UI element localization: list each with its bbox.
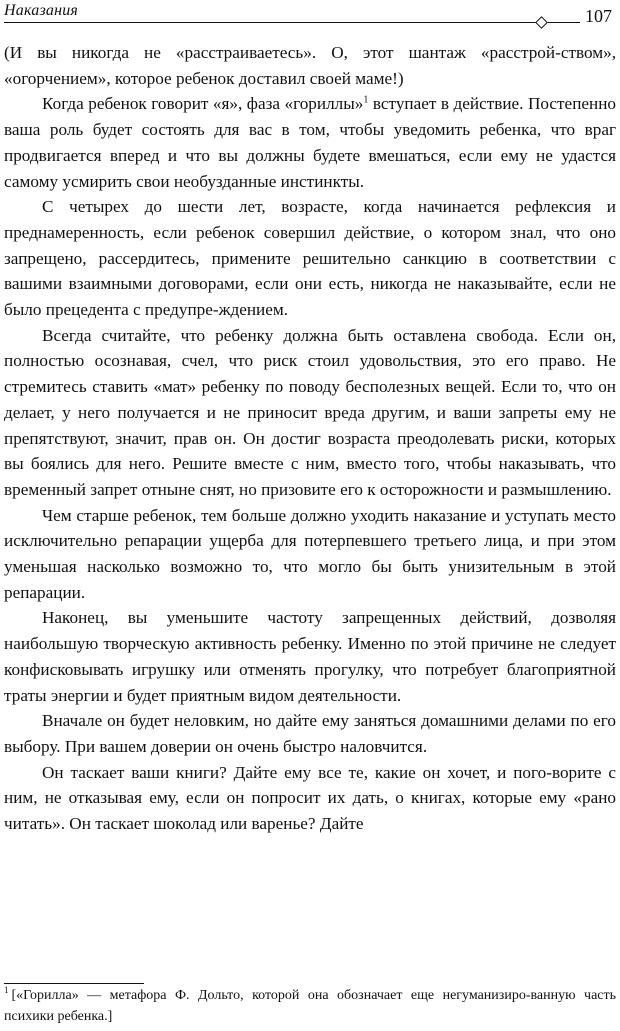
paragraph-text: Когда ребенок говорит «я», фаза «гориллы»	[42, 94, 364, 114]
footnote-text: [«Горилла» — метафора Ф. Дольто, которой она обозначает еще негуманизиро-ванную часть психики ребенка.]	[4, 988, 616, 1024]
paragraph	[4, 91, 616, 194]
diamond-ornament-icon	[535, 16, 548, 29]
paragraph: С четырех до шести лет, возрасте, когда начинается рефлексия и преднамеренность, если ребенок совершил действие, о котором знал, что оно запрещено, рассердитесь, примените решительно санкцию в соответствии с вашими взаимными договорами, если они есть, никогда не наказывайте, если не было прецедента с предупре-ждением.	[4, 197, 616, 320]
running-header	[4, 0, 616, 40]
paragraph: Он таскает ваши книги? Дайте ему все те, какие он хочет, и пого-ворите с ним, не отказывая ему, если он попросит их дать, о книгах, которые ему «рано читать». Он таскает шоколад или варенье? Дайте	[4, 762, 616, 834]
footnote-separator	[4, 983, 144, 984]
header-rule	[4, 22, 580, 23]
paragraph-text: вступает в действие. Постепенно ваша роль будет состоять для вас в том, чтобы уведомить ребенка, что враг продвигается вперед и что вы должны будете вмешаться, если ему не удастся самому усмирить свои необузданные инстинкты.	[4, 94, 617, 191]
paragraph: Вначале он будет неловким, но дайте ему заняться домашними делами по его выбору. При вашем доверии он очень быстро наловчится.	[4, 711, 616, 756]
page-number: 107	[585, 6, 612, 26]
footnote-mark: 1	[4, 985, 9, 996]
footnote	[4, 985, 616, 1027]
footnote-reference: 1	[363, 94, 369, 106]
paragraph: Всегда считайте, что ребенку должна быть оставлена свобода. Если он, полностью осознавая, счел, что риск стоил удовольствия, это его право. Не стремитесь ставить «мат» ребенку по поводу бесполезных вещей. Если то, что он делает, у него получается и не приносит вреда другим, и ваши запреты ему не препятствуют, значит, прав он. Он достиг возраста преодолевать риски, которых вы боялись для него. Решите вместе с ним, вместо того, чтобы наказывать, что временный запрет отныне снят, но призовите его к осторожности и размышлению.	[4, 325, 616, 499]
section-title: Наказания	[4, 2, 79, 19]
paragraph: Наконец, вы уменьшите частоту запрещенных действий, дозволяя наибольшую творческую активность ребенку. Именно по этой причине не следует конфисковывать игрушку или отменять прогулку, что потребует благоприятной траты энергии и будет приятным видом деятельности.	[4, 608, 616, 705]
main-text	[4, 40, 616, 837]
paragraph: Чем старше ребенок, тем больше должно уходить наказание и уступать место исключительно репарации ущерба для потерпевшего третьего лица, и при этом уменьшая насколько возможно то, что могло бы быть унизительным в этой репарации.	[4, 505, 616, 602]
paragraph: (И вы никогда не «расстраиваетесь». О, этот шантаж «расстрой-ством», «огорчением», которое ребенок доставил своей маме!)	[4, 43, 616, 88]
